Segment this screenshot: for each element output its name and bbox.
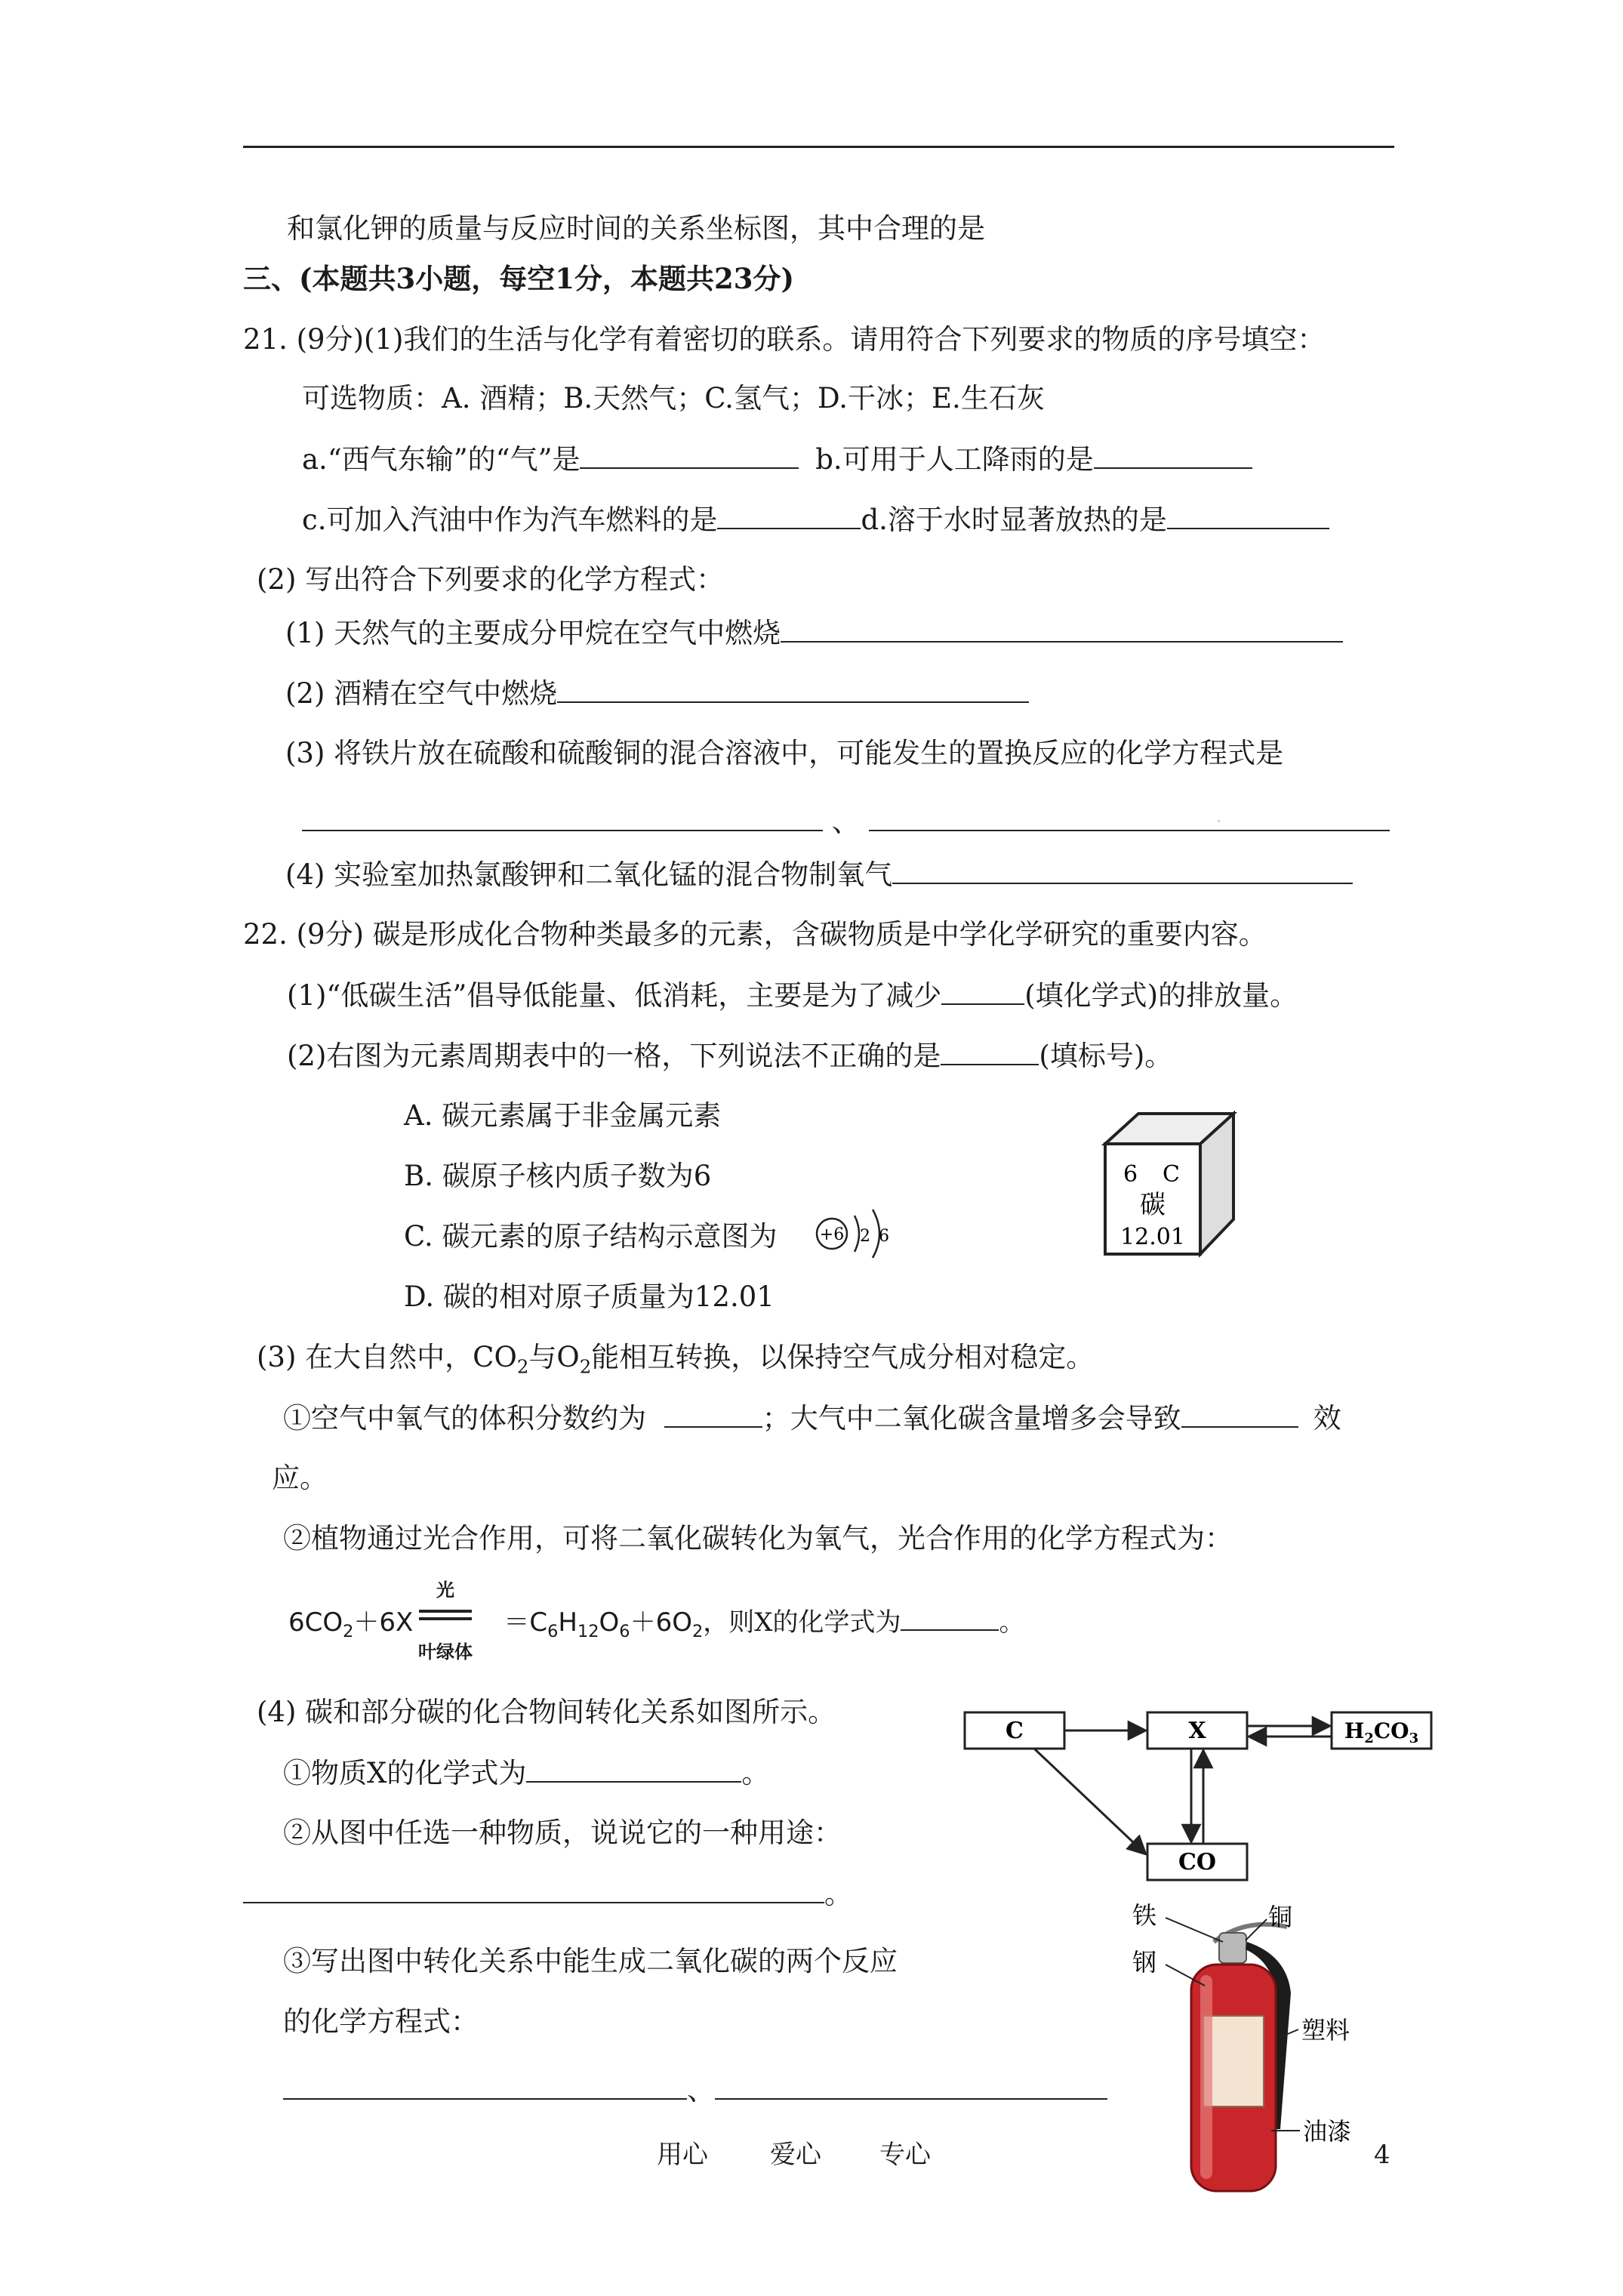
eq-h-sub: 12: [577, 1621, 599, 1641]
answer-blank-oxygen-fraction[interactable]: [664, 1399, 762, 1428]
section-heading: 三、(本题共3小题，每空1分，本题共23分): [243, 262, 794, 295]
separator: 、: [831, 806, 860, 838]
q22-p3-1-tail: 效: [1313, 1402, 1341, 1435]
q22-p1-tail: (填化学式)的排放量。: [1024, 979, 1298, 1012]
q22-p2-text: (2)右图为元素周期表中的一格，下列说法不正确的是: [287, 1040, 941, 1072]
label-steel: 钢: [1132, 1948, 1157, 1977]
eq-double-line-top: [419, 1610, 472, 1613]
answer-blank-x[interactable]: [526, 1754, 741, 1783]
eq-plus-x: ＋6X: [353, 1607, 414, 1638]
answer-blank-22-2[interactable]: [941, 1037, 1039, 1065]
answer-blank-eq2[interactable]: [557, 674, 1029, 703]
periodic-table-tile: [1095, 1106, 1246, 1265]
label-paint: 油漆: [1303, 2117, 1352, 2146]
shell1-electrons: 2: [860, 1227, 870, 1246]
eq-end: 。: [999, 1607, 1025, 1638]
eq-plus-o2: ＋6O: [630, 1607, 692, 1638]
q22-part3: [257, 1339, 1094, 1376]
o2-subscript: 2: [579, 1355, 592, 1378]
q22-part2: [287, 1037, 1172, 1075]
extinguisher-valve: [1219, 1933, 1246, 1963]
arrow-c-to-co: [1034, 1749, 1146, 1854]
header-rule: [243, 146, 1394, 148]
label-copper: 铜: [1268, 1903, 1293, 1931]
q21-line-cd: [302, 501, 1329, 539]
separator: 、: [687, 2074, 715, 2106]
node-c-label: C: [1006, 1718, 1024, 1744]
scan-dot: ·: [1217, 814, 1221, 828]
q22-p2-tail: (填标号)。: [1039, 1040, 1173, 1072]
answer-blank-d[interactable]: [1167, 501, 1329, 529]
eq-glucose-c: ＝C: [504, 1607, 548, 1638]
element-symbol: C: [1163, 1161, 1180, 1188]
element-name: 碳: [1140, 1190, 1166, 1220]
q21-a-text: a.“西气东输”的“气”是: [302, 443, 581, 476]
footer-motto-3: 专心: [879, 2140, 931, 2170]
eq-glucose-h: H: [558, 1607, 577, 1638]
atomic-mass: 12.01: [1120, 1224, 1185, 1250]
q22-part4-1: [283, 1754, 769, 1792]
answer-blank-b[interactable]: [1094, 440, 1252, 469]
eq-condition-light: 光: [436, 1579, 454, 1601]
eq-o2-sub: 2: [691, 1621, 704, 1641]
q22-part4-3: ③写出图中转化关系中能生成二氧化碳的两个反应: [283, 1945, 898, 1977]
q22-option-a: A. 碳元素属于非金属元素: [404, 1099, 722, 1132]
q22-part3-2: ②植物通过光合作用，可将二氧化碳转化为氧气，光合作用的化学方程式为：: [283, 1522, 1233, 1555]
shell2-electrons: 6: [879, 1227, 889, 1246]
answer-blank-x-formula[interactable]: [901, 1602, 999, 1631]
eq-condition-chloroplast: 叶绿体: [418, 1641, 473, 1663]
q21-eq3: (3) 将铁片放在硫酸和硫酸铜的混合溶液中，可能发生的置换反应的化学方程式是: [285, 737, 1284, 769]
q21-eq1-text: (1) 天然气的主要成分甲烷在空气中燃烧: [285, 617, 781, 649]
answer-blank-eq4[interactable]: [892, 855, 1353, 884]
carbon-conversion-diagram: [959, 1706, 1442, 1888]
q21-line-ab: [302, 440, 1252, 479]
node-x-label: X: [1188, 1718, 1206, 1744]
copper-pointer: [1246, 1919, 1267, 1940]
q21-options: 可选物质：A. 酒精；B.天然气；C.氢气；D.干冰；E.生石灰: [302, 382, 1045, 415]
eq-c-sub: 6: [547, 1621, 559, 1641]
answer-blank-22-1[interactable]: [941, 976, 1024, 1005]
co2-subscript: 2: [516, 1355, 529, 1378]
eq-double-line-bottom: [419, 1617, 472, 1620]
answer-blank-co2-eq2[interactable]: [715, 2071, 1107, 2100]
co2-formula: CO: [473, 1341, 517, 1373]
q22-p3-1-text: ①空气中氧气的体积分数约为: [283, 1402, 646, 1435]
footer-motto-2: 爱心: [770, 2140, 821, 2170]
fire-extinguisher-illustration: [1132, 1903, 1359, 2197]
answer-blank-eq1[interactable]: [781, 614, 1343, 643]
atomic-number: 6: [1123, 1161, 1138, 1188]
q21-heading: 21. (9分)(1)我们的生活与化学有着密切的联系。请用符合下列要求的物质的序号填空：: [243, 323, 1326, 356]
label-plastic: 塑料: [1301, 2016, 1350, 2045]
q22-p3-and: 与: [528, 1341, 557, 1373]
answer-blank-a[interactable]: [580, 440, 799, 469]
q22-option-c: C. 碳元素的原子结构示意图为: [404, 1220, 778, 1253]
nucleus-charge: +6: [819, 1225, 845, 1244]
q22-p3-1-mid: ；大气中二氧化碳含量增多会导致: [762, 1402, 1181, 1435]
eq-question: ，则X的化学式为: [703, 1607, 901, 1638]
q22-part4-3-cont: 的化学方程式：: [283, 2005, 479, 2038]
answer-blank-effect[interactable]: [1181, 1399, 1298, 1428]
q21-eq3-answers: [302, 803, 1390, 841]
iron-pointer: [1166, 1918, 1223, 1942]
q21-part2-heading: (2) 写出符合下列要求的化学方程式：: [257, 563, 725, 596]
q22-part3-1: [283, 1399, 1341, 1438]
q22-part4-2-answer: [243, 1875, 852, 1913]
label-iron: 铁: [1132, 1903, 1157, 1930]
q22-part4-2: ②从图中任选一种物质，说说它的一种用途：: [283, 1817, 842, 1849]
q21-eq4: [285, 855, 1353, 894]
q22-p3-post: 能相互转换，以保持空气成分相对稳定。: [591, 1341, 1095, 1373]
q21-d-text: d.溶于水时显著放热的是: [861, 504, 1167, 536]
q22-p4-2-end: 。: [824, 1878, 852, 1910]
q22-p4-1-text: ①物质X的化学式为: [283, 1757, 527, 1789]
answer-blank-eq3b[interactable]: [869, 803, 1390, 831]
q22-option-d: D. 碳的相对原子质量为12.01: [404, 1281, 775, 1313]
answer-blank-use[interactable]: [243, 1875, 824, 1903]
node-co-label: CO: [1178, 1849, 1217, 1875]
q22-part4-heading: (4) 碳和部分碳的化合物间转化关系如图所示。: [257, 1696, 836, 1728]
q21-c-text: c.可加入汽油中作为汽车燃料的是: [302, 504, 718, 536]
answer-blank-c[interactable]: [717, 501, 861, 529]
eq-co2: 6CO: [288, 1607, 343, 1638]
eq-o-sub: 6: [619, 1621, 630, 1641]
q22-part1: [287, 976, 1298, 1015]
photosynthesis-equation: [288, 1602, 1024, 1641]
footer-motto-1: 用心: [657, 2140, 708, 2170]
q21-eq2: [285, 674, 1029, 713]
extinguisher-highlight: [1200, 1975, 1212, 2179]
q21-eq4-text: (4) 实验室加热氯酸钾和二氧化锰的混合物制氧气: [285, 858, 893, 891]
q22-heading: 22. (9分) 碳是形成化合物种类最多的元素，含碳物质是中学化学研究的重要内容。: [243, 918, 1267, 951]
atom-structure-diagram: [808, 1199, 906, 1267]
q22-p4-1-end: 。: [741, 1757, 770, 1789]
eq-glucose-o: O: [599, 1607, 620, 1638]
q21-b-text: b.可用于人工降雨的是: [815, 443, 1094, 476]
q22-p3-pre: (3) 在大自然中，: [257, 1341, 473, 1373]
q22-p1-text: (1)“低碳生活”倡导低能量、低消耗，主要是为了减少: [287, 979, 942, 1012]
page-number: 4: [1374, 2140, 1390, 2170]
answer-blank-eq3a[interactable]: [302, 803, 823, 831]
q22-option-b: B. 碳原子核内质子数为6: [404, 1160, 712, 1192]
q22-part3-1-wrap: 应。: [272, 1462, 328, 1494]
answer-blank-co2-eq1[interactable]: [283, 2071, 687, 2100]
o2-formula: O: [556, 1341, 580, 1373]
q21-eq1: [285, 614, 1343, 652]
electron-shell-1: [855, 1216, 859, 1252]
q22-part4-3-answers: [283, 2071, 1107, 2110]
eq-co2-sub: 2: [343, 1621, 354, 1641]
node-h2co3-label: $H_2CO_3$: [1344, 1718, 1419, 1746]
q21-eq2-text: (2) 酒精在空气中燃烧: [285, 677, 558, 710]
intro-line: 和氯化钾的质量与反应时间的关系坐标图，其中合理的是: [287, 212, 985, 245]
